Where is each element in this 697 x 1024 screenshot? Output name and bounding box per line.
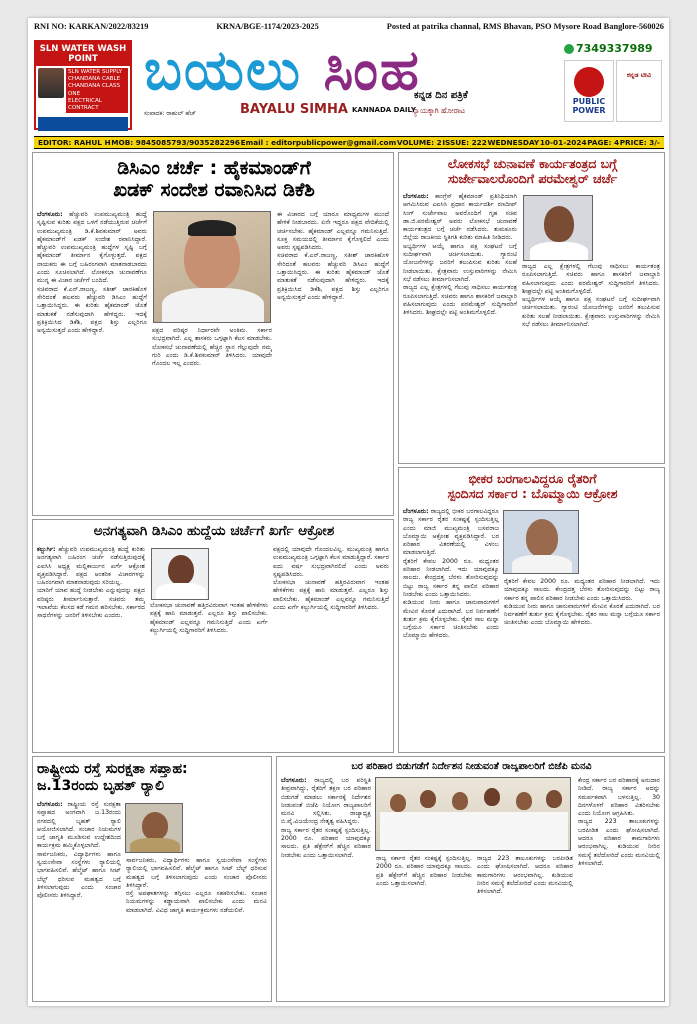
tagline-kannada: ಕನ್ನಡ ದಿನ ಪತ್ರಿಕೆ xyxy=(414,90,468,101)
brand-name-english: BAYALU SIMHA xyxy=(240,102,348,117)
rni-number: RNI NO: KARKAN/2022/83219 xyxy=(34,22,149,31)
article-text: ರಾಜ್ಯದ ಎಲ್ಲ ಕ್ಷೇತ್ರಗಳಲ್ಲಿ ಗೆಲುವು ಸಾಧಿಸಲು ಕಾರ್ಯತಂತ್ರ ರೂಪಿಸಲಾಗುತ್ತಿದೆ. ಸಚಿವರು ಹಾಗೂ ಶಾಸಕರಿಗೆ ಜವಾಬ್ದಾರಿ ವಹಿಸಲಾಗುವುದು ಎಂದು ಪರಮೇಶ್ವರ್ ಸುದ್ದಿಗಾರರಿಗೆ ತಿಳಿಸಿದರು. ಶೀಘ್ರದಲ್ಲೇ ಪಟ್ಟಿ ಅಂತಿಮಗೊಳ್ಳಲಿದೆ. xyxy=(403,284,517,317)
ad-footer-strip xyxy=(38,117,128,131)
brand-name-kannada: ಬಯಲು ಸಿಂಹ xyxy=(144,38,421,103)
article-text: ರೈತರಿಗೆ ಕೇವಲ 2000 ರೂ. ಮಧ್ಯಂತರ ಪರಿಹಾರ ನೀಡಲಾಗಿದೆ. ಇದು ಯಾವುದಕ್ಕೂ ಸಾಲದು. ಕೇಂದ್ರದತ್ತ ಬೆರಳು ತೋರಿಸುವುದನ್ನು ಬಿಟ್ಟು ರಾಜ್ಯ ಸರ್ಕಾರ ತನ್ನ ಪಾಲಿನ ಪರಿಹಾರ ನೀಡಬೇಕು ಎಂದು ಒತ್ತಾಯಿಸಿದರು. xyxy=(504,578,660,602)
article-text: ಪಕ್ಷದಲ್ಲಿ ಯಾವುದೇ ಗೊಂದಲವಿಲ್ಲ. ಮುಖ್ಯಮಂತ್ರಿ ಹಾಗೂ ಉಪಮುಖ್ಯಮಂತ್ರಿ ಒಗ್ಗಟ್ಟಾಗಿ ಕೆಲಸ ಮಾಡುತ್ತಿದ್ದಾರೆ. ಸರ್ಕಾರ ಐದು ವರ್ಷ ಸುಭದ್ರವಾಗಿರಲಿದೆ ಎಂದು ಅವರು ಸ್ಪಷ್ಟಪಡಿಸಿದರು. xyxy=(273,546,389,578)
issue-info-bar: EDITOR: RAHUL H MOB: 9845085793/9035282296 Email : editorpublicpower@gmail.com VOLUME: 2 ISSUE: 222 WEDNESDAY 10-01-2024 PAGE: 4 PRICE: 3/- xyxy=(34,136,664,149)
right-ads xyxy=(564,42,664,130)
article-text: ಈ ವಿಚಾರದ ಬಗ್ಗೆ ಯಾರೂ ಮಾಧ್ಯಮಗಳ ಮುಂದೆ ಹೇಳಿಕೆ ನೀಡಬಾರದು. ಏನೇ ಇದ್ದರೂ ಪಕ್ಷದ ವೇದಿಕೆಯಲ್ಲಿ ಚರ್ಚಿಸಬೇಕು. ಹೈಕಮಾಂಡ್ ಎಲ್ಲವನ್ನೂ ಗಮನಿಸುತ್ತಿದೆ. ಸೂಕ್ತ ಸಮಯದಲ್ಲಿ ತೀರ್ಮಾನ ಕೈಗೊಳ್ಳಲಿದೆ ಎಂದು ಅವರು ಸ್ಪಷ್ಟಪಡಿಸಿದರು. xyxy=(277,211,389,252)
article-text: ರಾಜ್ಯದಲ್ಲಿ ಭೀಕರ ಬರಗಾಲವಿದ್ದರೂ ರಾಜ್ಯ ಸರ್ಕಾರ ರೈತರ ಸಂಕಷ್ಟಕ್ಕೆ ಸ್ಪಂದಿಸುತ್ತಿಲ್ಲ ಎಂದು ಮಾಜಿ ಮುಖ್ಯಮಂತ್ರಿ ಬಸವರಾಜ ಬೊಮ್ಮಾಯಿ ಆಕ್ರೋಶ ವ್ಯಕ್ತಪಡಿಸಿದ್ದಾರೆ. ಬರ ಪರಿಹಾರ ವಿತರಣೆಯಲ್ಲಿ ವಿಳಂಬ ಮಾಡಲಾಗುತ್ತಿದೆ. xyxy=(403,508,499,557)
article-headline: ಬರ ಪರಿಹಾರ ಬಿಡುಗಡೆಗೆ ನಿರ್ದೇಶನ ನೀಡುವಂತೆ ರಾಜ್ಯಪಾಲರಿಗೆ ಬಿಜೆಪಿ ಮನವಿ xyxy=(351,761,592,772)
article-text: ರಾಜ್ಯದ ಎಲ್ಲ ಕ್ಷೇತ್ರಗಳಲ್ಲಿ ಗೆಲುವು ಸಾಧಿಸಲು ಕಾರ್ಯತಂತ್ರ ರೂಪಿಸಲಾಗುತ್ತಿದೆ. ಸಚಿವರು ಹಾಗೂ ಶಾಸಕರಿಗೆ ಜವಾಬ್ದಾರಿ ವಹಿಸಲಾಗುವುದು ಎಂದು ಪರಮೇಶ್ವರ್ ಸುದ್ದಿಗಾರರಿಗೆ ತಿಳಿಸಿದರು. ಶೀಘ್ರದಲ್ಲೇ ಪಟ್ಟಿ ಅಂತಿಮಗೊಳ್ಳಲಿದೆ. xyxy=(522,263,660,295)
article-text: ಲೋಕಸಭಾ ಚುನಾವಣೆ ಹತ್ತಿರವಿರುವಾಗ ಇಂತಹ ಹೇಳಿಕೆಗಳು ಪಕ್ಷಕ್ಕೆ ಹಾನಿ ಮಾಡುತ್ತವೆ. ಎಲ್ಲರೂ ಶಿಸ್ತು ಪಾಲಿಸಬೇಕು. ಹೈಕಮಾಂಡ್ ಎಲ್ಲವನ್ನೂ ಗಮನಿಸುತ್ತಿದೆ ಎಂದು ಖರ್ಗೆ ಕಲ್ಬುರ್ಗಿಯಲ್ಲಿ ಸುದ್ದಿಗಾರರಿಗೆ ತಿಳಿಸಿದರು. xyxy=(273,579,389,612)
article-text: ಸಚಿವರಾದ ಕೆ.ಎನ್.ರಾಜಣ್ಣ, ಸತೀಶ್ ಜಾರಕಿಹೊಳಿ ಸೇರಿದಂತೆ ಹಲವರು ಹೆಚ್ಚುವರಿ ಡಿಸಿಎಂ ಹುದ್ದೆಗೆ ಒತ್ತಾಯಿಸಿದ್ದರು. ಈ ಕುರಿತು ಹೈಕಮಾಂಡ್ ಜೊತೆ ಮಾತುಕತೆ ನಡೆಸುವುದಾಗಿ ಹೇಳಿದ್ದರು. ಇದಕ್ಕೆ ಪ್ರತಿಕ್ರಿಯಿಸಿದ ಡಿಕೆಶಿ, ಪಕ್ಷದ ಶಿಸ್ತು ಎಲ್ಲರಿಗೂ ಅನ್ವಯಿಸುತ್ತದೆ ಎಂದು ಹೇಳಿದ್ದಾರೆ. xyxy=(277,252,389,301)
masthead xyxy=(34,40,664,132)
article-text: ರಸ್ತೆ ಅಪಘಾತಗಳನ್ನು ತಗ್ಗಿಸಲು ಎಲ್ಲರೂ ಸಹಕರಿಸಬೇಕು. ಸಂಚಾರ ನಿಯಮಗಳನ್ನು ಕಡ್ಡಾಯವಾಗಿ ಪಾಲಿಸಬೇಕು ಎಂದು ಮನವಿ ಮಾಡಲಾಗಿದೆ. ವಿವಿಧ ಜಾಗೃತಿ ಕಾರ್ಯಕ್ರಮಗಳು ನಡೆಯಲಿವೆ. xyxy=(126,890,267,914)
article-text: ಹೆಚ್ಚುವರಿ ಉಪಮುಖ್ಯಮಂತ್ರಿ ಹುದ್ದೆ ಸೃಷ್ಟಿಸುವ ಕುರಿತು ಪಕ್ಷದ ಒಳಗೆ ನಡೆಯುತ್ತಿರುವ ಚರ್ಚೆಗೆ ಉಪಮುಖ್ಯಮಂತ್ರಿ ಡಿ.ಕೆ.ಶಿವಕುಮಾರ್ ಅವರು ಹೈಕಮಾಂಡ್‌ಗೆ ಖಡಕ್ ಸಂದೇಶ ರವಾನಿಸಿದ್ದಾರೆ. ಹೆಚ್ಚುವರಿ ಉಪಮುಖ್ಯಮಂತ್ರಿ ಹುದ್ದೆಗಳ ಸೃಷ್ಟಿ ಬಗ್ಗೆ ಹೈಕಮಾಂಡ್ ತೀರ್ಮಾನ ಕೈಗೊಳ್ಳುತ್ತದೆ. ಪಕ್ಷದ ನಾಯಕರು ಈ ಬಗ್ಗೆ ಬಹಿರಂಗವಾಗಿ ಮಾತನಾಡಬಾರದು ಎಂದು ಸೂಚಿಸಲಾಗಿದೆ. ಲೋಕಸಭಾ ಚುನಾವಣೆಗೂ ಮುನ್ನ ಈ ವಿಚಾರ ಚರ್ಚೆಗೆ ಬಂದಿದೆ. xyxy=(37,211,147,285)
article-text: ರಾಜ್ಯ ಸರ್ಕಾರ ರೈತರ ಸಂಕಷ್ಟಕ್ಕೆ ಸ್ಪಂದಿಸುತ್ತಿಲ್ಲ. 2000 ರೂ. ಪರಿಹಾರ ಯಾವುದಕ್ಕೂ ಸಾಲದು. ಪ್ರತಿ ಹೆಕ್ಟೇರ್‌ಗೆ ಹೆಚ್ಚಿನ ಪರಿಹಾರ ನೀಡಬೇಕು ಎಂದು ಒತ್ತಾಯಿಸಲಾಗಿದೆ. xyxy=(281,826,371,859)
newspaper-brand xyxy=(144,38,574,134)
article-road-safety: ರಾಷ್ಟ್ರೀಯ ರಸ್ತೆ ಸುರಕ್ಷತಾ ಸಪ್ತಾಹ: ಜ.13ರಂದು ಬೃಹತ್ ರ‍್ಯಾಲಿ ಬೆಂಗಳೂರು: ರಾಷ್ಟ್ರೀಯ ರಸ್ತೆ ಸುರಕ್ಷತಾ ಸಪ್ತಾಹದ ಅಂಗವಾಗಿ ಜ.13ರಂದು ನಗರದಲ್ಲಿ ಬೃಹತ್ ರ‍್ಯಾಲಿ ಆಯೋಜಿಸಲಾಗಿದೆ. ಸಂಚಾರ ನಿಯಮಗಳ ಬಗ್ಗೆ ಜಾಗೃತಿ ಮೂಡಿಸುವ ಉದ್ದೇಶದಿಂದ ಕಾರ್ಯಕ್ರಮ ಹಮ್ಮಿಕೊಳ್ಳಲಾಗಿದೆ. ಸಾರ್ವಜನಿಕರು, ವಿದ್ಯಾರ್ಥಿಗಳು ಹಾಗೂ ಸ್ವಯಂಸೇವಾ ಸಂಸ್ಥೆಗಳು ರ‍್ಯಾಲಿಯಲ್ಲಿ ಭಾಗವಹಿಸಲಿವೆ. ಹೆಲ್ಮೆಟ್ ಹಾಗೂ ಸೀಟ್ ಬೆಲ್ಟ್ ಧರಿಸುವ ಮಹತ್ವದ ಬಗ್ಗೆ ತಿಳಿಸಲಾಗುವುದು ಎಂದು ಸಂಚಾರ ಪೊಲೀಸರು ತಿಳಿಸಿದ್ದಾರೆ. ಸಾರ್ವಜನಿಕರು, ವಿದ್ಯಾರ್ಥಿಗಳು ಹಾಗೂ ಸ್ವಯಂಸೇವಾ ಸಂಸ್ಥೆಗಳು ರ‍್ಯಾಲಿಯಲ್ಲಿ ಭಾಗವಹಿಸಲಿವೆ. ಹೆಲ್ಮೆಟ್ ಹಾಗೂ ಸೀಟ್ ಬೆಲ್ಟ್ ಧರಿಸುವ ಮಹತ್ವದ ಬಗ್ಗೆ ತಿಳಿಸಲಾಗುವುದು ಎಂದು ಸಂಚಾರ ಪೊಲೀಸರು ತಿಳಿಸಿದ್ದಾರೆ. ರಸ್ತೆ ಅಪಘಾತಗಳನ್ನು ತಗ್ಗಿಸಲು ಎಲ್ಲರೂ ಸಹಕರಿಸಬೇಕು. ಸಂಚಾರ ನಿಯಮಗಳನ್ನು ಕಡ್ಡಾಯವಾಗಿ ಪಾಲಿಸಬೇಕು ಎಂದು ಮನವಿ ಮಾಡಲಾಗಿದೆ. ವಿವಿಧ ಜಾಗೃತಿ ಕಾರ್ಯಕ್ರಮಗಳು ನಡೆಯಲಿವೆ. xyxy=(32,756,272,1002)
article-text: ಲೋಕಸಭಾ ಚುನಾವಣೆ ಹತ್ತಿರವಿರುವಾಗ ಇಂತಹ ಹೇಳಿಕೆಗಳು ಪಕ್ಷಕ್ಕೆ ಹಾನಿ ಮಾಡುತ್ತವೆ. ಎಲ್ಲರೂ ಶಿಸ್ತು ಪಾಲಿಸಬೇಕು. ಹೈಕಮಾಂಡ್ ಎಲ್ಲವನ್ನೂ ಗಮನಿಸುತ್ತಿದೆ ಎಂದು ಖರ್ಗೆ ಕಲ್ಬುರ್ಗಿಯಲ್ಲಿ ಸುದ್ದಿಗಾರರಿಗೆ ತಿಳಿಸಿದರು. xyxy=(150,602,268,634)
public-power-badge xyxy=(574,67,604,97)
article-parameshwar: ಲೋಕಸಭೆ ಚುನಾವಣೆ ಕಾರ್ಯತಂತ್ರದ ಬಗ್ಗೆ ಸುರ್ಜೇವಾಲರೊಂದಿಗೆ ಪರಮೇಶ್ವರ್ ಚರ್ಚೆ ಬೆಂಗಳೂರು: ಕಾಂಗ್ರೆಸ್ ಹೈಕಮಾಂಡ್ ಪ್ರತಿನಿಧಿಯಾಗಿ ಆಗಮಿಸಿರುವ ಎಐಸಿಸಿ ಪ್ರಧಾನ ಕಾರ್ಯದರ್ಶಿ ರಣದೀಪ್ ಸಿಂಗ್ ಸುರ್ಜೇವಾಲ ಅವರೊಂದಿಗೆ ಗೃಹ ಸಚಿವ ಡಾ.ಜಿ.ಪರಮೇಶ್ವರ್ ಅವರು ಲೋಕಸಭೆ ಚುನಾವಣೆ ಕಾರ್ಯತಂತ್ರದ ಬಗ್ಗೆ ಚರ್ಚೆ ನಡೆಸಿದರು. ತುಮಕೂರು ಜಿಲ್ಲೆಯ ರಾಜಕೀಯ ಸ್ಥಿತಿಗತಿ ಕುರಿತು ಮಾಹಿತಿ ನೀಡಿದರು. ಅಭ್ಯರ್ಥಿಗಳ ಆಯ್ಕೆ ಹಾಗೂ ಪಕ್ಷ ಸಂಘಟನೆ ಬಗ್ಗೆ ಸುದೀರ್ಘವಾಗಿ ಚರ್ಚಿಸಲಾಯಿತು. ಗ್ಯಾರಂಟಿ ಯೋಜನೆಗಳನ್ನು ಜನರಿಗೆ ತಲುಪಿಸುವ ಕುರಿತು ಸಲಹೆ ನೀಡಲಾಯಿತು. ಕ್ಷೇತ್ರವಾರು ಉಸ್ತುವಾರಿಗಳನ್ನು ನೇಮಿಸಿ ಸಭೆ ನಡೆಸಲು ತೀರ್ಮಾನಿಸಲಾಗಿದೆ. ರಾಜ್ಯದ ಎಲ್ಲ ಕ್ಷೇತ್ರಗಳಲ್ಲಿ ಗೆಲುವು ಸಾಧಿಸಲು ಕಾರ್ಯತಂತ್ರ ರೂಪಿಸಲಾಗುತ್ತಿದೆ. ಸಚಿವರು ಹಾಗೂ ಶಾಸಕರಿಗೆ ಜವಾಬ್ದಾರಿ ವಹಿಸಲಾಗುವುದು ಎಂದು ಪರಮೇಶ್ವರ್ ಸುದ್ದಿಗಾರರಿಗೆ ತಿಳಿಸಿದರು. ಶೀಘ್ರದಲ್ಲೇ ಪಟ್ಟಿ ಅಂತಿಮಗೊಳ್ಳಲಿದೆ. ರಾಜ್ಯದ ಎಲ್ಲ ಕ್ಷೇತ್ರಗಳಲ್ಲಿ ಗೆಲುವು ಸಾಧಿಸಲು ಕಾರ್ಯತಂತ್ರ ರೂಪಿಸಲಾಗುತ್ತಿದೆ. ಸಚಿವರು ಹಾಗೂ ಶಾಸಕರಿಗೆ ಜವಾಬ್ದಾರಿ ವಹಿಸಲಾಗುವುದು ಎಂದು ಪರಮೇಶ್ವರ್ ಸುದ್ದಿಗಾರರಿಗೆ ತಿಳಿಸಿದರು. ಶೀಘ್ರದಲ್ಲೇ ಪಟ್ಟಿ ಅಂತಿಮಗೊಳ್ಳಲಿದೆ. ಅಭ್ಯರ್ಥಿಗಳ ಆಯ್ಕೆ ಹಾಗೂ ಪಕ್ಷ ಸಂಘಟನೆ ಬಗ್ಗೆ ಸುದೀರ್ಘವಾಗಿ ಚರ್ಚಿಸಲಾಯಿತು. ಗ್ಯಾರಂಟಿ ಯೋಜನೆಗಳನ್ನು ಜನರಿಗೆ ತಲುಪಿಸುವ ಕುರಿತು ಸಲಹೆ ನೀಡಲಾಯಿತು. ಕ್ಷೇತ್ರವಾರು ಉಸ್ತುವಾರಿಗಳನ್ನು ನೇಮಿಸಿ ಸಭೆ ನಡೆಸಲು ತೀರ್ಮಾನಿಸಲಾಗಿದೆ. xyxy=(398,152,665,464)
article-headline: ಅನಗತ್ಯವಾಗಿ ಡಿಸಿಎಂ ಹುದ್ದೆಯ ಚರ್ಚೆಗೆ ಖರ್ಗೆ ಆಕ್ರೋಶ xyxy=(93,523,335,539)
article-text: ಕುಡಿಯುವ ನೀರು ಹಾಗೂ ಜಾನುವಾರುಗಳಿಗೆ ಮೇವಿನ ಕೊರತೆ ಎದುರಾಗಿದೆ. ಬರ ನಿರ್ವಹಣೆಗೆ ತುರ್ತು ಕ್ರಮ ಕೈಗೊಳ್ಳಬೇಕು. ರೈತರ ಸಾಲ ಮನ್ನಾ ಬಗ್ಗೆಯೂ ಸರ್ಕಾರ ಚಿಂತಿಸಬೇಕು ಎಂದು ಬೊಮ್ಮಾಯಿ ಹೇಳಿದರು. xyxy=(504,602,660,627)
article-text: ಕುಡಿಯುವ ನೀರು ಹಾಗೂ ಜಾನುವಾರುಗಳಿಗೆ ಮೇವಿನ ಕೊರತೆ ಎದುರಾಗಿದೆ. ಬರ ನಿರ್ವಹಣೆಗೆ ತುರ್ತು ಕ್ರಮ ಕೈಗೊಳ್ಳಬೇಕು. ರೈತರ ಸಾಲ ಮನ್ನಾ ಬಗ್ಗೆಯೂ ಸರ್ಕಾರ ಚಿಂತಿಸಬೇಕು ಎಂದು ಬೊಮ್ಮಾಯಿ ಹೇಳಿದರು. xyxy=(403,599,499,640)
whatsapp-number: 7349337989 xyxy=(564,42,664,55)
article-headline: ಡಿಸಿಎಂ ಚರ್ಚೆ : ಹೈಕಮಾಂಡ್‌ಗೆ ಖಡಕ್ ಸಂದೇಶ ರವಾನಿಸಿದ ಡಿಕೆಶಿ xyxy=(113,157,315,202)
article-text: ರಾಜ್ಯದ 223 ತಾಲೂಕುಗಳನ್ನು ಬರಪೀಡಿತ ಎಂದು ಘೋಷಿಸಲಾಗಿದೆ. ಆದರೂ ಪರಿಹಾರ ಕಾಮಗಾರಿಗಳು ಆರಂಭವಾಗಿಲ್ಲ. ಕುಡಿಯುವ ನೀರಿನ ಸಮಸ್ಯೆ ತಲೆದೋರಿದೆ ಎಂದು ಮನವಿಯಲ್ಲಿ ತಿಳಿಸಲಾಗಿದೆ. xyxy=(477,855,573,896)
article-headline: ರಾಷ್ಟ್ರೀಯ ರಸ್ತೆ ಸುರಕ್ಷತಾ ಸಪ್ತಾಹ: ಜ.13ರಂದು ಬೃಹತ್ ರ‍್ಯಾಲಿ xyxy=(37,761,188,794)
whatsapp-icon xyxy=(564,44,574,54)
ad-title: SLN WATER WASH POINT xyxy=(36,42,130,66)
public-power-logo: PUBLIC POWER xyxy=(564,60,614,122)
tagline-kannada-2: ನ್ಯಾಯಕ್ಕಾಗಿ ಹೋರಾಟ xyxy=(412,106,466,115)
posting-address: Posted at patrika channal, RMS Bhavan, PSO Mysore Road Banglore-560026 xyxy=(386,22,664,31)
article-text: ರಾಜ್ಯ ಸರ್ಕಾರ ರೈತರ ಸಂಕಷ್ಟಕ್ಕೆ ಸ್ಪಂದಿಸುತ್ತಿಲ್ಲ. 2000 ರೂ. ಪರಿಹಾರ ಯಾವುದಕ್ಕೂ ಸಾಲದು. ಪ್ರತಿ ಹೆಕ್ಟೇರ್‌ಗೆ ಹೆಚ್ಚಿನ ಪರಿಹಾರ ನೀಡಬೇಕು ಎಂದು ಒತ್ತಾಯಿಸಲಾಗಿದೆ. xyxy=(376,855,472,887)
article-text: ಸಾರ್ವಜನಿಕರು, ವಿದ್ಯಾರ್ಥಿಗಳು ಹಾಗೂ ಸ್ವಯಂಸೇವಾ ಸಂಸ್ಥೆಗಳು ರ‍್ಯಾಲಿಯಲ್ಲಿ ಭಾಗವಹಿಸಲಿವೆ. ಹೆಲ್ಮೆಟ್ ಹಾಗೂ ಸೀಟ್ ಬೆಲ್ಟ್ ಧರಿಸುವ ಮಹತ್ವದ ಬಗ್ಗೆ ತಿಳಿಸಲಾಗುವುದು ಎಂದು ಸಂಚಾರ ಪೊಲೀಸರು ತಿಳಿಸಿದ್ದಾರೆ. xyxy=(126,857,267,889)
article-kharge: ಅನಗತ್ಯವಾಗಿ ಡಿಸಿಎಂ ಹುದ್ದೆಯ ಚರ್ಚೆಗೆ ಖರ್ಗೆ ಆಕ್ರೋಶ ಕಲ್ಬುರ್ಗಿ: ಹೆಚ್ಚುವರಿ ಉಪಮುಖ್ಯಮಂತ್ರಿ ಹುದ್ದೆ ಕುರಿತು ಅನಗತ್ಯವಾಗಿ ಬಹಿರಂಗ ಚರ್ಚೆ ನಡೆಸುತ್ತಿರುವುದಕ್ಕೆ ಎಐಸಿಸಿ ಅಧ್ಯಕ್ಷ ಮಲ್ಲಿಕಾರ್ಜುನ ಖರ್ಗೆ ಆಕ್ರೋಶ ವ್ಯಕ್ತಪಡಿಸಿದ್ದಾರೆ. ಪಕ್ಷದ ಆಂತರಿಕ ವಿಚಾರಗಳನ್ನು ಬಹಿರಂಗವಾಗಿ ಮಾತನಾಡುವುದು ಸರಿಯಲ್ಲ. ಯಾರಿಗೆ ಯಾವ ಹುದ್ದೆ ನೀಡಬೇಕು ಎನ್ನುವುದನ್ನು ಪಕ್ಷದ ವರಿಷ್ಠರು ತೀರ್ಮಾನಿಸುತ್ತಾರೆ. ಸಚಿವರು ತಮ್ಮ ಇಲಾಖೆಯ ಕೆಲಸದ ಕಡೆ ಗಮನ ಹರಿಸಬೇಕು. ಸರ್ಕಾರದ ಸಾಧನೆಗಳನ್ನು ಜನರಿಗೆ ತಿಳಿಸಬೇಕು ಎಂದರು. ಲೋಕಸಭಾ ಚುನಾವಣೆ ಹತ್ತಿರವಿರುವಾಗ ಇಂತಹ ಹೇಳಿಕೆಗಳು ಪಕ್ಷಕ್ಕೆ ಹಾನಿ ಮಾಡುತ್ತವೆ. ಎಲ್ಲರೂ ಶಿಸ್ತು ಪಾಲಿಸಬೇಕು. ಹೈಕಮಾಂಡ್ ಎಲ್ಲವನ್ನೂ ಗಮನಿಸುತ್ತಿದೆ ಎಂದು ಖರ್ಗೆ ಕಲ್ಬುರ್ಗಿಯಲ್ಲಿ ಸುದ್ದಿಗಾರರಿಗೆ ತಿಳಿಸಿದರು. ಪಕ್ಷದಲ್ಲಿ ಯಾವುದೇ ಗೊಂದಲವಿಲ್ಲ. ಮುಖ್ಯಮಂತ್ರಿ ಹಾಗೂ ಉಪಮುಖ್ಯಮಂತ್ರಿ ಒಗ್ಗಟ್ಟಾಗಿ ಕೆಲಸ ಮಾಡುತ್ತಿದ್ದಾರೆ. ಸರ್ಕಾರ ಐದು ವರ್ಷ ಸುಭದ್ರವಾಗಿರಲಿದೆ ಎಂದು ಅವರು ಸ್ಪಷ್ಟಪಡಿಸಿದರು. ಲೋಕಸಭಾ ಚುನಾವಣೆ ಹತ್ತಿರವಿರುವಾಗ ಇಂತಹ ಹೇಳಿಕೆಗಳು ಪಕ್ಷಕ್ಕೆ ಹಾನಿ ಮಾಡುತ್ತವೆ. ಎಲ್ಲರೂ ಶಿಸ್ತು ಪಾಲಿಸಬೇಕು. ಹೈಕಮಾಂಡ್ ಎಲ್ಲವನ್ನೂ ಗಮನಿಸುತ್ತಿದೆ ಎಂದು ಖರ್ಗೆ ಕಲ್ಬುರ್ಗಿಯಲ್ಲಿ ಸುದ್ದಿಗಾರರಿಗೆ ತಿಳಿಸಿದರು. xyxy=(32,519,394,753)
edition-label: KANNADA DAILY xyxy=(352,106,416,114)
article-bommai: ಭೀಕರ ಬರಗಾಲವಿದ್ದರೂ ರೈತರಿಗೆ ಸ್ಪಂದಿಸದ ಸರ್ಕಾರ : ಬೊಮ್ಮಾಯಿ ಆಕ್ರೋಶ ಬೆಂಗಳೂರು: ರಾಜ್ಯದಲ್ಲಿ ಭೀಕರ ಬರಗಾಲವಿದ್ದರೂ ರಾಜ್ಯ ಸರ್ಕಾರ ರೈತರ ಸಂಕಷ್ಟಕ್ಕೆ ಸ್ಪಂದಿಸುತ್ತಿಲ್ಲ ಎಂದು ಮಾಜಿ ಮುಖ್ಯಮಂತ್ರಿ ಬಸವರಾಜ ಬೊಮ್ಮಾಯಿ ಆಕ್ರೋಶ ವ್ಯಕ್ತಪಡಿಸಿದ್ದಾರೆ. ಬರ ಪರಿಹಾರ ವಿತರಣೆಯಲ್ಲಿ ವಿಳಂಬ ಮಾಡಲಾಗುತ್ತಿದೆ. ರೈತರಿಗೆ ಕೇವಲ 2000 ರೂ. ಮಧ್ಯಂತರ ಪರಿಹಾರ ನೀಡಲಾಗಿದೆ. ಇದು ಯಾವುದಕ್ಕೂ ಸಾಲದು. ಕೇಂದ್ರದತ್ತ ಬೆರಳು ತೋರಿಸುವುದನ್ನು ಬಿಟ್ಟು ರಾಜ್ಯ ಸರ್ಕಾರ ತನ್ನ ಪಾಲಿನ ಪರಿಹಾರ ನೀಡಬೇಕು ಎಂದು ಒತ್ತಾಯಿಸಿದರು. ಕುಡಿಯುವ ನೀರು ಹಾಗೂ ಜಾನುವಾರುಗಳಿಗೆ ಮೇವಿನ ಕೊರತೆ ಎದುರಾಗಿದೆ. ಬರ ನಿರ್ವಹಣೆಗೆ ತುರ್ತು ಕ್ರಮ ಕೈಗೊಳ್ಳಬೇಕು. ರೈತರ ಸಾಲ ಮನ್ನಾ ಬಗ್ಗೆಯೂ ಸರ್ಕಾರ ಚಿಂತಿಸಬೇಕು ಎಂದು ಬೊಮ್ಮಾಯಿ ಹೇಳಿದರು. ರೈತರಿಗೆ ಕೇವಲ 2000 ರೂ. ಮಧ್ಯಂತರ ಪರಿಹಾರ ನೀಡಲಾಗಿದೆ. ಇದು ಯಾವುದಕ್ಕೂ ಸಾಲದು. ಕೇಂದ್ರದತ್ತ ಬೆರಳು ತೋರಿಸುವುದನ್ನು ಬಿಟ್ಟು ರಾಜ್ಯ ಸರ್ಕಾರ ತನ್ನ ಪಾಲಿನ ಪರಿಹಾರ ನೀಡಬೇಕು ಎಂದು ಒತ್ತಾಯಿಸಿದರು. ಕುಡಿಯುವ ನೀರು ಹಾಗೂ ಜಾನುವಾರುಗಳಿಗೆ ಮೇವಿನ ಕೊರತೆ ಎದುರಾಗಿದೆ. ಬರ ನಿರ್ವಹಣೆಗೆ ತುರ್ತು ಕ್ರಮ ಕೈಗೊಳ್ಳಬೇಕು. ರೈತರ ಸಾಲ ಮನ್ನಾ ಬಗ್ಗೆಯೂ ಸರ್ಕಾರ ಚಿಂತಿಸಬೇಕು ಎಂದು ಬೊಮ್ಮಾಯಿ ಹೇಳಿದರು. xyxy=(398,467,665,753)
article-text: ಕೇಂದ್ರ ಸರ್ಕಾರ ಬರ ಪರಿಹಾರಕ್ಕೆ ಅನುದಾನ ನೀಡಿದೆ. ರಾಜ್ಯ ಸರ್ಕಾರ ಅದನ್ನು ಸಮರ್ಪಕವಾಗಿ ಬಳಸುತ್ತಿಲ್ಲ. 30 ದಿನಗಳೊಳಗೆ ಪರಿಹಾರ ವಿತರಿಸಬೇಕು ಎಂದು ನಿಯೋಗ ಆಗ್ರಹಿಸಿತು. xyxy=(578,777,660,818)
article-text: ರಾಜ್ಯದಲ್ಲಿ ಬರ ಪರಿಸ್ಥಿತಿ ತೀವ್ರವಾಗಿದ್ದು, ರೈತರಿಗೆ ತಕ್ಷಣ ಬರ ಪರಿಹಾರ ಬಿಡುಗಡೆ ಮಾಡಲು ಸರ್ಕಾರಕ್ಕೆ ನಿರ್ದೇಶನ ನೀಡುವಂತೆ ಬಿಜೆಪಿ ನಿಯೋಗ ರಾಜ್ಯಪಾಲರಿಗೆ ಮನವಿ ಸಲ್ಲಿಸಿತು. ರಾಜ್ಯಾಧ್ಯಕ್ಷ ಬಿ.ವೈ.ವಿಜಯೇಂದ್ರ ನೇತೃತ್ವ ವಹಿಸಿದ್ದರು. xyxy=(281,777,371,826)
article-text: ಅಭ್ಯರ್ಥಿಗಳ ಆಯ್ಕೆ ಹಾಗೂ ಪಕ್ಷ ಸಂಘಟನೆ ಬಗ್ಗೆ ಸುದೀರ್ಘವಾಗಿ ಚರ್ಚಿಸಲಾಯಿತು. ಗ್ಯಾರಂಟಿ ಯೋಜನೆಗಳನ್ನು ಜನರಿಗೆ ತಲುಪಿಸುವ ಕುರಿತು ಸಲಹೆ ನೀಡಲಾಯಿತು. ಕ್ಷೇತ್ರವಾರು ಉಸ್ತುವಾರಿಗಳನ್ನು ನೇಮಿಸಿ ಸಭೆ ನಡೆಸಲು ತೀರ್ಮಾನಿಸಲಾಗಿದೆ. xyxy=(403,242,517,283)
article-text: ಅಭ್ಯರ್ಥಿಗಳ ಆಯ್ಕೆ ಹಾಗೂ ಪಕ್ಷ ಸಂಘಟನೆ ಬಗ್ಗೆ ಸುದೀರ್ಘವಾಗಿ ಚರ್ಚಿಸಲಾಯಿತು. ಗ್ಯಾರಂಟಿ ಯೋಜನೆಗಳನ್ನು ಜನರಿಗೆ ತಲುಪಿಸುವ ಕುರಿತು ಸಲಹೆ ನೀಡಲಾಯಿತು. ಕ್ಷೇತ್ರವಾರು ಉಸ್ತುವಾರಿಗಳನ್ನು ನೇಮಿಸಿ ಸಭೆ ನಡೆಸಲು ತೀರ್ಮಾನಿಸಲಾಗಿದೆ. xyxy=(522,296,660,329)
article-text: ಹೆಚ್ಚುವರಿ ಉಪಮುಖ್ಯಮಂತ್ರಿ ಹುದ್ದೆ ಕುರಿತು ಅನಗತ್ಯವಾಗಿ ಬಹಿರಂಗ ಚರ್ಚೆ ನಡೆಸುತ್ತಿರುವುದಕ್ಕೆ ಎಐಸಿಸಿ ಅಧ್ಯಕ್ಷ ಮಲ್ಲಿಕಾರ್ಜುನ ಖರ್ಗೆ ಆಕ್ರೋಶ ವ್ಯಕ್ತಪಡಿಸಿದ್ದಾರೆ. ಪಕ್ಷದ ಆಂತರಿಕ ವಿಚಾರಗಳನ್ನು ಬಹಿರಂಗವಾಗಿ ಮಾತನಾಡುವುದು ಸರಿಯಲ್ಲ. xyxy=(37,546,145,587)
article-text: ಕಾಂಗ್ರೆಸ್ ಹೈಕಮಾಂಡ್ ಪ್ರತಿನಿಧಿಯಾಗಿ ಆಗಮಿಸಿರುವ ಎಐಸಿಸಿ ಪ್ರಧಾನ ಕಾರ್ಯದರ್ಶಿ ರಣದೀಪ್ ಸಿಂಗ್ ಸುರ್ಜೇವಾಲ ಅವರೊಂದಿಗೆ ಗೃಹ ಸಚಿವ ಡಾ.ಜಿ.ಪರಮೇಶ್ವರ್ ಅವರು ಲೋಕಸಭೆ ಚುನಾವಣೆ ಕಾರ್ಯತಂತ್ರದ ಬಗ್ಗೆ ಚರ್ಚೆ ನಡೆಸಿದರು. ತುಮಕೂರು ಜಿಲ್ಲೆಯ ರಾಜಕೀಯ ಸ್ಥಿತಿಗತಿ ಕುರಿತು ಮಾಹಿತಿ ನೀಡಿದರು. xyxy=(403,193,517,242)
advertiser-photo xyxy=(38,68,64,98)
ad-service-list: SLN WATER SUPPLY CHANDANA CABLE CHANDANA CLASS ONE ELECTRICAL CONTRACT xyxy=(66,68,128,113)
article-headline: ಲೋಕಸಭೆ ಚುನಾವಣೆ ಕಾರ್ಯತಂತ್ರದ ಬಗ್ಗೆ ಸುರ್ಜೇವಾಲರೊಂದಿಗೆ ಪರಮೇಶ್ವರ್ ಚರ್ಚೆ xyxy=(447,156,618,186)
newspaper-page xyxy=(28,18,669,1006)
krna-number: KRNA/BGE-1174/2023-2025 xyxy=(216,22,319,31)
article-headline: ಭೀಕರ ಬರಗಾಲವಿದ್ದರೂ ರೈತರಿಗೆ ಸ್ಪಂದಿಸದ ಸರ್ಕಾರ : ಬೊಮ್ಮಾಯಿ ಆಕ್ರೋಶ xyxy=(447,471,618,501)
article-text: ರೈತರಿಗೆ ಕೇವಲ 2000 ರೂ. ಮಧ್ಯಂತರ ಪರಿಹಾರ ನೀಡಲಾಗಿದೆ. ಇದು ಯಾವುದಕ್ಕೂ ಸಾಲದು. ಕೇಂದ್ರದತ್ತ ಬೆರಳು ತೋರಿಸುವುದನ್ನು ಬಿಟ್ಟು ರಾಜ್ಯ ಸರ್ಕಾರ ತನ್ನ ಪಾಲಿನ ಪರಿಹಾರ ನೀಡಬೇಕು ಎಂದು ಒತ್ತಾಯಿಸಿದರು. xyxy=(403,557,499,598)
article-text: ಯಾರಿಗೆ ಯಾವ ಹುದ್ದೆ ನೀಡಬೇಕು ಎನ್ನುವುದನ್ನು ಪಕ್ಷದ ವರಿಷ್ಠರು ತೀರ್ಮಾನಿಸುತ್ತಾರೆ. ಸಚಿವರು ತಮ್ಮ ಇಲಾಖೆಯ ಕೆಲಸದ ಕಡೆ ಗಮನ ಹರಿಸಬೇಕು. ಸರ್ಕಾರದ ಸಾಧನೆಗಳನ್ನು ಜನರಿಗೆ ತಿಳಿಸಬೇಕು ಎಂದರು. xyxy=(37,587,145,620)
article-text: ಪಕ್ಷದ ವರಿಷ್ಠರ ನಿರ್ಧಾರವೇ ಅಂತಿಮ. ಸರ್ಕಾರ ಸುಭದ್ರವಾಗಿದೆ. ಎಲ್ಲ ಶಾಸಕರು ಒಗ್ಗಟ್ಟಾಗಿ ಕೆಲಸ ಮಾಡಬೇಕು. ಲೋಕಸಭೆ ಚುನಾವಣೆಯಲ್ಲಿ ಹೆಚ್ಚಿನ ಸ್ಥಾನ ಗೆಲ್ಲುವುದೇ ನಮ್ಮ ಗುರಿ ಎಂದು ಡಿ.ಕೆ.ಶಿವಕುಮಾರ್ ತಿಳಿಸಿದರು. ಯಾವುದೇ ಗೊಂದಲ ಇಲ್ಲ ಎಂದರು. xyxy=(152,327,272,368)
editor-name-kannada: ಸಂಪಾದಕ: ರಾಹುಲ್ ಹೆಚ್ xyxy=(144,110,196,117)
article-text: ರಾಷ್ಟ್ರೀಯ ರಸ್ತೆ ಸುರಕ್ಷತಾ ಸಪ್ತಾಹದ ಅಂಗವಾಗಿ ಜ.13ರಂದು ನಗರದಲ್ಲಿ ಬೃಹತ್ ರ‍್ಯಾಲಿ ಆಯೋಜಿಸಲಾಗಿದೆ. ಸಂಚಾರ ನಿಯಮಗಳ ಬಗ್ಗೆ ಜಾಗೃತಿ ಮೂಡಿಸುವ ಉದ್ದೇಶದಿಂದ ಕಾರ್ಯಕ್ರಮ ಹಮ್ಮಿಕೊಳ್ಳಲಾಗಿದೆ. xyxy=(37,801,121,850)
registration-line xyxy=(34,22,664,36)
sln-water-wash-ad xyxy=(34,40,132,130)
kannada-tv-logo: ಕನ್ನಡ ಟೀವಿ xyxy=(616,60,662,122)
article-text: ಸಾರ್ವಜನಿಕರು, ವಿದ್ಯಾರ್ಥಿಗಳು ಹಾಗೂ ಸ್ವಯಂಸೇವಾ ಸಂಸ್ಥೆಗಳು ರ‍್ಯಾಲಿಯಲ್ಲಿ ಭಾಗವಹಿಸಲಿವೆ. ಹೆಲ್ಮೆಟ್ ಹಾಗೂ ಸೀಟ್ ಬೆಲ್ಟ್ ಧರಿಸುವ ಮಹತ್ವದ ಬಗ್ಗೆ ತಿಳಿಸಲಾಗುವುದು ಎಂದು ಸಂಚಾರ ಪೊಲೀಸರು ತಿಳಿಸಿದ್ದಾರೆ. xyxy=(37,850,121,900)
article-bjp-memorandum: ಬರ ಪರಿಹಾರ ಬಿಡುಗಡೆಗೆ ನಿರ್ದೇಶನ ನೀಡುವಂತೆ ರಾಜ್ಯಪಾಲರಿಗೆ ಬಿಜೆಪಿ ಮನವಿ ಬೆಂಗಳೂರು: ರಾಜ್ಯದಲ್ಲಿ ಬರ ಪರಿಸ್ಥಿತಿ ತೀವ್ರವಾಗಿದ್ದು, ರೈತರಿಗೆ ತಕ್ಷಣ ಬರ ಪರಿಹಾರ ಬಿಡುಗಡೆ ಮಾಡಲು ಸರ್ಕಾರಕ್ಕೆ ನಿರ್ದೇಶನ ನೀಡುವಂತೆ ಬಿಜೆಪಿ ನಿಯೋಗ ರಾಜ್ಯಪಾಲರಿಗೆ ಮನವಿ ಸಲ್ಲಿಸಿತು. ರಾಜ್ಯಾಧ್ಯಕ್ಷ ಬಿ.ವೈ.ವಿಜಯೇಂದ್ರ ನೇತೃತ್ವ ವಹಿಸಿದ್ದರು. ರಾಜ್ಯ ಸರ್ಕಾರ ರೈತರ ಸಂಕಷ್ಟಕ್ಕೆ ಸ್ಪಂದಿಸುತ್ತಿಲ್ಲ. 2000 ರೂ. ಪರಿಹಾರ ಯಾವುದಕ್ಕೂ ಸಾಲದು. ಪ್ರತಿ ಹೆಕ್ಟೇರ್‌ಗೆ ಹೆಚ್ಚಿನ ಪರಿಹಾರ ನೀಡಬೇಕು ಎಂದು ಒತ್ತಾಯಿಸಲಾಗಿದೆ. ರಾಜ್ಯ ಸರ್ಕಾರ ರೈತರ ಸಂಕಷ್ಟಕ್ಕೆ ಸ್ಪಂದಿಸುತ್ತಿಲ್ಲ. 2000 ರೂ. ಪರಿಹಾರ ಯಾವುದಕ್ಕೂ ಸಾಲದು. ಪ್ರತಿ ಹೆಕ್ಟೇರ್‌ಗೆ ಹೆಚ್ಚಿನ ಪರಿಹಾರ ನೀಡಬೇಕು ಎಂದು ಒತ್ತಾಯಿಸಲಾಗಿದೆ. ರಾಜ್ಯದ 223 ತಾಲೂಕುಗಳನ್ನು ಬರಪೀಡಿತ ಎಂದು ಘೋಷಿಸಲಾಗಿದೆ. ಆದರೂ ಪರಿಹಾರ ಕಾಮಗಾರಿಗಳು ಆರಂಭವಾಗಿಲ್ಲ. ಕುಡಿಯುವ ನೀರಿನ ಸಮಸ್ಯೆ ತಲೆದೋರಿದೆ ಎಂದು ಮನವಿಯಲ್ಲಿ ತಿಳಿಸಲಾಗಿದೆ. ಕೇಂದ್ರ ಸರ್ಕಾರ ಬರ ಪರಿಹಾರಕ್ಕೆ ಅನುದಾನ ನೀಡಿದೆ. ರಾಜ್ಯ ಸರ್ಕಾರ ಅದನ್ನು ಸಮರ್ಪಕವಾಗಿ ಬಳಸುತ್ತಿಲ್ಲ. 30 ದಿನಗಳೊಳಗೆ ಪರಿಹಾರ ವಿತರಿಸಬೇಕು ಎಂದು ನಿಯೋಗ ಆಗ್ರಹಿಸಿತು. ರಾಜ್ಯದ 223 ತಾಲೂಕುಗಳನ್ನು ಬರಪೀಡಿತ ಎಂದು ಘೋಷಿಸಲಾಗಿದೆ. ಆದರೂ ಪರಿಹಾರ ಕಾಮಗಾರಿಗಳು ಆರಂಭವಾಗಿಲ್ಲ. ಕುಡಿಯುವ ನೀರಿನ ಸಮಸ್ಯೆ ತಲೆದೋರಿದೆ ಎಂದು ಮನವಿಯಲ್ಲಿ ತಿಳಿಸಲಾಗಿದೆ. xyxy=(276,756,665,1002)
article-text: ಸಚಿವರಾದ ಕೆ.ಎನ್.ರಾಜಣ್ಣ, ಸತೀಶ್ ಜಾರಕಿಹೊಳಿ ಸೇರಿದಂತೆ ಹಲವರು ಹೆಚ್ಚುವರಿ ಡಿಸಿಎಂ ಹುದ್ದೆಗೆ ಒತ್ತಾಯಿಸಿದ್ದರು. ಈ ಕುರಿತು ಹೈಕಮಾಂಡ್ ಜೊತೆ ಮಾತುಕತೆ ನಡೆಸುವುದಾಗಿ ಹೇಳಿದ್ದರು. ಇದಕ್ಕೆ ಪ್ರತಿಕ್ರಿಯಿಸಿದ ಡಿಕೆಶಿ, ಪಕ್ಷದ ಶಿಸ್ತು ಎಲ್ಲರಿಗೂ ಅನ್ವಯಿಸುತ್ತದೆ ಎಂದು ಹೇಳಿದ್ದಾರೆ. xyxy=(37,285,147,335)
article-dcm-debate: ಡಿಸಿಎಂ ಚರ್ಚೆ : ಹೈಕಮಾಂಡ್‌ಗೆ ಖಡಕ್ ಸಂದೇಶ ರವಾನಿಸಿದ ಡಿಕೆಶಿ ಬೆಂಗಳೂರು: ಹೆಚ್ಚುವರಿ ಉಪಮುಖ್ಯಮಂತ್ರಿ ಹುದ್ದೆ ಸೃಷ್ಟಿಸುವ ಕುರಿತು ಪಕ್ಷದ ಒಳಗೆ ನಡೆಯುತ್ತಿರುವ ಚರ್ಚೆಗೆ ಉಪಮುಖ್ಯಮಂತ್ರಿ ಡಿ.ಕೆ.ಶಿವಕುಮಾರ್ ಅವರು ಹೈಕಮಾಂಡ್‌ಗೆ ಖಡಕ್ ಸಂದೇಶ ರವಾನಿಸಿದ್ದಾರೆ. ಹೆಚ್ಚುವರಿ ಉಪಮುಖ್ಯಮಂತ್ರಿ ಹುದ್ದೆಗಳ ಸೃಷ್ಟಿ ಬಗ್ಗೆ ಹೈಕಮಾಂಡ್ ತೀರ್ಮಾನ ಕೈಗೊಳ್ಳುತ್ತದೆ. ಪಕ್ಷದ ನಾಯಕರು ಈ ಬಗ್ಗೆ ಬಹಿರಂಗವಾಗಿ ಮಾತನಾಡಬಾರದು ಎಂದು ಸೂಚಿಸಲಾಗಿದೆ. ಲೋಕಸಭಾ ಚುನಾವಣೆಗೂ ಮುನ್ನ ಈ ವಿಚಾರ ಚರ್ಚೆಗೆ ಬಂದಿದೆ. ಸಚಿವರಾದ ಕೆ.ಎನ್.ರಾಜಣ್ಣ, ಸತೀಶ್ ಜಾರಕಿಹೊಳಿ ಸೇರಿದಂತೆ ಹಲವರು ಹೆಚ್ಚುವರಿ ಡಿಸಿಎಂ ಹುದ್ದೆಗೆ ಒತ್ತಾಯಿಸಿದ್ದರು. ಈ ಕುರಿತು ಹೈಕಮಾಂಡ್ ಜೊತೆ ಮಾತುಕತೆ ನಡೆಸುವುದಾಗಿ ಹೇಳಿದ್ದರು. ಇದಕ್ಕೆ ಪ್ರತಿಕ್ರಿಯಿಸಿದ ಡಿಕೆಶಿ, ಪಕ್ಷದ ಶಿಸ್ತು ಎಲ್ಲರಿಗೂ ಅನ್ವಯಿಸುತ್ತದೆ ಎಂದು ಹೇಳಿದ್ದಾರೆ. ಪಕ್ಷದ ವರಿಷ್ಠರ ನಿರ್ಧಾರವೇ ಅಂತಿಮ. ಸರ್ಕಾರ ಸುಭದ್ರವಾಗಿದೆ. ಎಲ್ಲ ಶಾಸಕರು ಒಗ್ಗಟ್ಟಾಗಿ ಕೆಲಸ ಮಾಡಬೇಕು. ಲೋಕಸಭೆ ಚುನಾವಣೆಯಲ್ಲಿ ಹೆಚ್ಚಿನ ಸ್ಥಾನ ಗೆಲ್ಲುವುದೇ ನಮ್ಮ ಗುರಿ ಎಂದು ಡಿ.ಕೆ.ಶಿವಕುಮಾರ್ ತಿಳಿಸಿದರು. ಯಾವುದೇ ಗೊಂದಲ ಇಲ್ಲ ಎಂದರು. ಈ ವಿಚಾರದ ಬಗ್ಗೆ ಯಾರೂ ಮಾಧ್ಯಮಗಳ ಮುಂದೆ ಹೇಳಿಕೆ ನೀಡಬಾರದು. ಏನೇ ಇದ್ದರೂ ಪಕ್ಷದ ವೇದಿಕೆಯಲ್ಲಿ ಚರ್ಚಿಸಬೇಕು. ಹೈಕಮಾಂಡ್ ಎಲ್ಲವನ್ನೂ ಗಮನಿಸುತ್ತಿದೆ. ಸೂಕ್ತ ಸಮಯದಲ್ಲಿ ತೀರ್ಮಾನ ಕೈಗೊಳ್ಳಲಿದೆ ಎಂದು ಅವರು ಸ್ಪಷ್ಟಪಡಿಸಿದರು. ಸಚಿವರಾದ ಕೆ.ಎನ್.ರಾಜಣ್ಣ, ಸತೀಶ್ ಜಾರಕಿಹೊಳಿ ಸೇರಿದಂತೆ ಹಲವರು ಹೆಚ್ಚುವರಿ ಡಿಸಿಎಂ ಹುದ್ದೆಗೆ ಒತ್ತಾಯಿಸಿದ್ದರು. ಈ ಕುರಿತು ಹೈಕಮಾಂಡ್ ಜೊತೆ ಮಾತುಕತೆ ನಡೆಸುವುದಾಗಿ ಹೇಳಿದ್ದರು. ಇದಕ್ಕೆ ಪ್ರತಿಕ್ರಿಯಿಸಿದ ಡಿಕೆಶಿ, ಪಕ್ಷದ ಶಿಸ್ತು ಎಲ್ಲರಿಗೂ ಅನ್ವಯಿಸುತ್ತದೆ ಎಂದು ಹೇಳಿದ್ದಾರೆ. xyxy=(32,152,394,516)
article-text: ರಾಜ್ಯದ 223 ತಾಲೂಕುಗಳನ್ನು ಬರಪೀಡಿತ ಎಂದು ಘೋಷಿಸಲಾಗಿದೆ. ಆದರೂ ಪರಿಹಾರ ಕಾಮಗಾರಿಗಳು ಆರಂಭವಾಗಿಲ್ಲ. ಕುಡಿಯುವ ನೀರಿನ ಸಮಸ್ಯೆ ತಲೆದೋರಿದೆ ಎಂದು ಮನವಿಯಲ್ಲಿ ತಿಳಿಸಲಾಗಿದೆ. xyxy=(578,818,660,867)
